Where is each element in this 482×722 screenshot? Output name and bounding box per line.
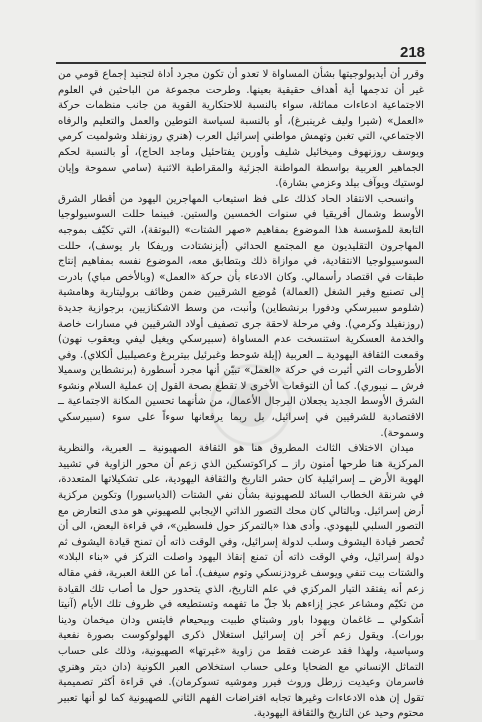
paragraph-1: وقرر أن أيديولوجيتها بشأن المساواة لا تعدو أن تكون مجرد أداة لتجنيد إجماع قومي من غير أن تدجمها أية أهداف حقيقية بعينها. وطرحت مجموعة من الباحثين في العلوم الاجتماعية ادعاءات مماثلة، سواء بالنسبة للاحتكارية القوية من جانب منظمات حركة «العمل» (شيرا وليف غرينبرغ)، أو بالنسبة لسياسة التوطين والعمل والتعليم والرفاه الاجتماعي، التي تغبن وتهمش مواطني إسرائيل العرب (هنري روزنفلد وشولميت كرمي ويوسف روزنهوف وميخائيل شليف وأورين يفتاحئيل وماجد الحاج)، أو بالنسبة لحكم الجماهير العربية بواسطة المواطنة الجزئية والمقراطية الاثنية (سامي سموحة وإيان لوستيك ويوآف بيلد وعزمي بشارة).	[58, 69, 424, 190]
paragraph-2: وانسحب الانتقاد الحاد كذلك على فظ استيعاب المهاجرين اليهود من أقطار الشرق الأوسط وشمال أفريقيا في سنوات الخمسين والستين. فبينما حللت السوسيولوجيا التابعة للمؤسسة هذا الموضوع بمفاهيم «صهر الشتات» (البوتقة)، التي تكيّف بموجبه المهاجرون التقليديون مع المجتمع الحداثي (أيزنشتادت وريفكا بار يوسف)، حللت السوسيولوجيا الانتقادية، في موازاة ذلك وبتطابق معه، الموضوع نفسه بمفاهيم إنتاج طبقات في اقتصاد رأسمالي. وكان الادعاء بأن حركة «العمل» (وبالأخص مباي) بادرت إلى تصنيع وفير الشغل (العمالة) مُوضِع الشرقيين ضمن وظائف بروليتارية وهامشية (شلومو سبيرسكي ودفورا برنشطاين) وأنبت، من وسط الاشكنازيين، برجوازية جديدة (روزنفيلد وكرمي). وفي مرحلة لاحقة جرى تصفيف أولاد الشرقيين في مسارات خاصة والخدمة العسكرية استنسخت عدم المساواة (سبيرسكي ويغيل ليفي ويعقوب نهون) وقمعت الثقافة اليهودية ــ العربية (إيلة شوحط وغبرئيل بيتربرغ وعصيلبيل ألكلاي). وفي الأطروحات التي أثيرت في حركة «العمل» تبيّن أنها مجرد أسطورة (برنشطاين وسميلا فرش ــ نيبوري). كما أن التوقعات الأخرى لا تقطع بصحة القول إن عملية السلام ونشوء الشرق الأوسط الجديد يجعلان البرجال الأعمال، من شأنهما تحسين المكانة الاجتماعية ــ الاقتصادية للشرقيين في إسرائيل، بل ربما يرفعانها سوءاً على سوء (سبيرسكي وسموحة).	[58, 193, 424, 439]
scan-edge-shadow	[474, 0, 482, 640]
body-text	[58, 67, 424, 722]
header-rule	[56, 62, 426, 64]
page-number: 218	[400, 44, 426, 61]
paragraph-3: ميدان الاختلاف الثالث المطروق هنا هو الثقافة الصهيونية ــ العبرية، والنظرية المركزية هنا طرحها أمنون راز ــ كراكوتسكين الذي زعم أن محور الزاوية في تشييد الهوية الأرض ــ إسرائيلية كان حشر التاريخ والثقافة اليهودية، على تشكيلاتها المتعددة، في شرنقة الخطاب السائد للصهيونية بشأن نفي الشتات (الدياسبورا) وتكوين مركزية أرض إسرائيل. وبالتالي كان محك التصور الذاتي الإيجابي للصهيوني هو مدى التعارض مع التصور السلبي لليهودي. وأدى هذا «بالتمركز حول فلسطين»، في قراءة البعض، الى أن تُحصر قيادة اليشوف وسلب لدولة إسرائيل، وفي الوقت ذاته أن تمنح قيادة اليشوف ثم دولة إسرائيل، وفي الوقت ذاته أن تمنع إنقاذ اليهود واصلت التركز في «بناء البلاد» والشتات بيت تنفي ويوسف غرودزنسكي وتوم سيغف). أما عن اللغة العبرية، ففي مقاله زعم أنه يفتقد التيار المركزي في علم التاريخ، الذي يتحدور حول ما أصاب تلك القيادة من تكيّم ومشاعر عجز إزاءهم بلا جلّ ما تفهمه وتستطيعه في ظروف تلك الأيام (آنيتا أشكولي ــ غاغمان ويهودا باور وشبتاي طبيت وبيحيعام فايتس ودان ميخمان ودينا بورات). ويقول زعم آخر إن إسرائيل استغلال ذكرى الهولوكوست بصورة نفعية وسياسية، ولهذا فقد عرضت فقط من زاوية «غيرتها» الصهيونية، وذلك على حساب التماثل الإنساني مع الضحايا وعلى حساب استخلاص العبر الكونية (دان ديتر وهنري فاسرمان وعيديت زرطل وروث فيرر وموشيه تسوكرمان). في قراءة أكثر تصميمية تقول إن هذه الادعاءات وغيرها تجابه افتراضات الفهم الثاني للصهيونية كما لو أنها تعبير محتوم وحيد عن التاريخ والثقافة اليهودية.	[58, 443, 424, 720]
